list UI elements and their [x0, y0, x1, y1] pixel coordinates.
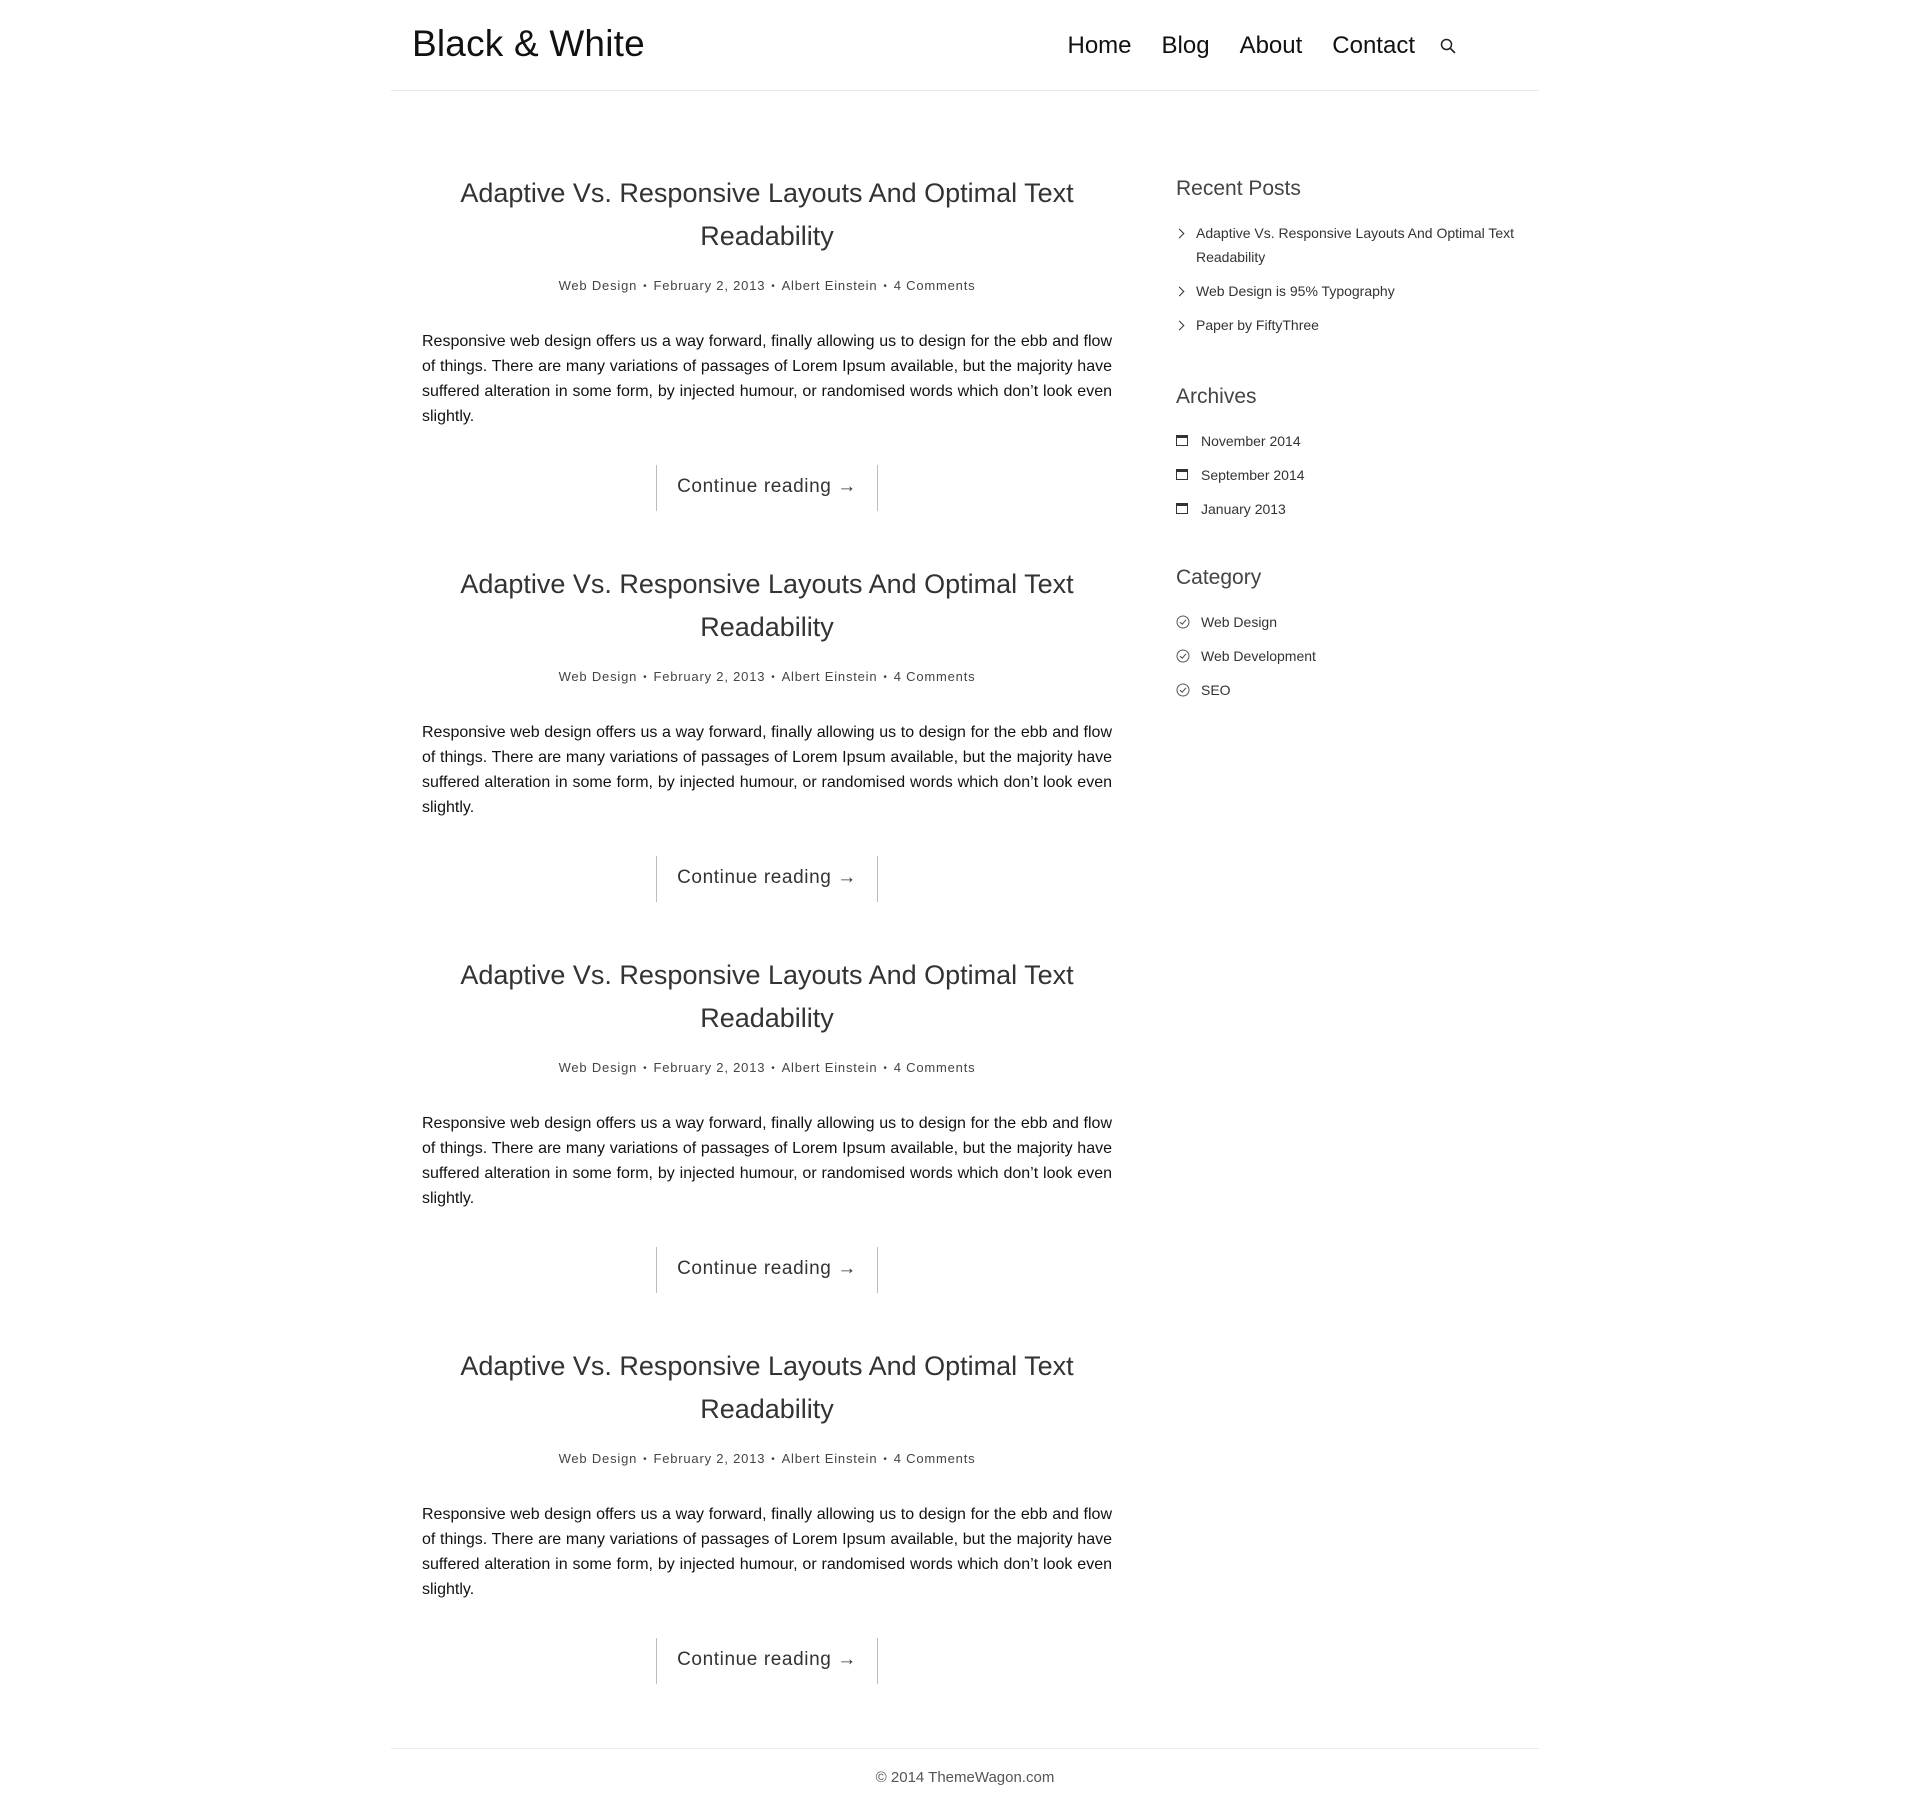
continue-reading-button[interactable]: Continue reading →	[656, 856, 878, 902]
category-label: Web Development	[1201, 648, 1316, 664]
meta-separator: •	[771, 1454, 776, 1465]
archive-item[interactable]	[1176, 466, 1526, 484]
nav-home[interactable]: Home	[1067, 32, 1132, 59]
search-icon[interactable]	[1439, 37, 1457, 55]
post-comments-link[interactable]: 4 Comments	[893, 669, 976, 684]
archive-item[interactable]	[1176, 432, 1526, 450]
archive-item[interactable]	[1176, 500, 1526, 518]
widget-title: Category	[1176, 566, 1262, 589]
recent-post-label: Adaptive Vs. Responsive Layouts And Optimal Text Readability	[1196, 225, 1515, 265]
post-author-link[interactable]: Albert Einstein	[781, 669, 878, 684]
meta-separator: •	[883, 281, 888, 292]
post-author-link[interactable]: Albert Einstein	[781, 1451, 878, 1466]
meta-separator: •	[643, 1454, 648, 1465]
category-label: Web Design	[1201, 614, 1278, 630]
post-excerpt: Responsive web design offers us a way forward, finally allowing us to design for the ebb and flow of things. There are many variations of passages of Lorem Ipsum available, but the majority have suffered alteration in some form, by injected humour, or randomised words which don’t look even slightly.	[422, 1506, 1112, 1598]
meta-separator: •	[643, 672, 648, 683]
meta-separator: •	[771, 672, 776, 683]
continue-reading-button[interactable]: Continue reading →	[656, 465, 878, 511]
post-comments-link[interactable]: 4 Comments	[893, 278, 976, 293]
meta-separator: •	[771, 281, 776, 292]
post-category-link[interactable]: Web Design	[558, 669, 638, 684]
calendar-icon	[1176, 435, 1188, 446]
meta-separator: •	[643, 281, 648, 292]
meta-separator: •	[883, 672, 888, 683]
post-meta	[422, 669, 1112, 686]
recent-post-item[interactable]	[1176, 221, 1526, 269]
post-meta	[422, 1451, 1112, 1468]
main-nav	[1067, 32, 1457, 60]
post-title[interactable]: Adaptive Vs. Responsive Layouts And Optimal Text Readability	[460, 569, 1074, 642]
recent-post-item[interactable]	[1176, 279, 1526, 303]
site-logo[interactable]: Black & White	[412, 23, 645, 64]
archive-label: January 2013	[1201, 501, 1286, 517]
post-item	[422, 563, 1112, 954]
check-circle-icon	[1176, 615, 1190, 629]
category-widget	[1176, 565, 1526, 699]
post-item	[422, 1345, 1112, 1736]
post-author-link[interactable]: Albert Einstein	[781, 278, 878, 293]
nav-about[interactable]: About	[1239, 32, 1303, 59]
post-date-link[interactable]: February 2, 2013	[653, 278, 766, 293]
footer-copyright: © 2014 ThemeWagon.com	[875, 1769, 1055, 1786]
post-category-link[interactable]: Web Design	[558, 278, 638, 293]
post-comments-link[interactable]: 4 Comments	[893, 1451, 976, 1466]
post-comments-link[interactable]: 4 Comments	[893, 1060, 976, 1075]
category-item[interactable]	[1176, 647, 1526, 665]
post-title[interactable]: Adaptive Vs. Responsive Layouts And Optimal Text Readability	[460, 1351, 1074, 1424]
post-meta	[422, 278, 1112, 295]
post-date-link[interactable]: February 2, 2013	[653, 1451, 766, 1466]
archives-widget	[1176, 384, 1526, 518]
post-category-link[interactable]: Web Design	[558, 1451, 638, 1466]
meta-separator: •	[771, 1063, 776, 1074]
post-title[interactable]: Adaptive Vs. Responsive Layouts And Optimal Text Readability	[460, 960, 1074, 1033]
archive-label: September 2014	[1201, 467, 1305, 483]
calendar-icon	[1176, 469, 1188, 480]
post-list	[422, 172, 1112, 1736]
check-circle-icon	[1176, 683, 1190, 697]
recent-post-label: Web Design is 95% Typography	[1196, 283, 1395, 299]
continue-reading-button[interactable]: Continue reading →	[656, 1638, 878, 1684]
site-footer	[391, 1748, 1539, 1804]
sidebar	[1176, 176, 1526, 715]
chevron-right-icon	[1175, 287, 1185, 297]
nav-blog[interactable]: Blog	[1161, 32, 1210, 59]
meta-separator: •	[883, 1454, 888, 1465]
post-excerpt: Responsive web design offers us a way forward, finally allowing us to design for the ebb and flow of things. There are many variations of passages of Lorem Ipsum available, but the majority have suffered alteration in some form, by injected humour, or randomised words which don’t look even slightly.	[422, 724, 1112, 816]
recent-post-label: Paper by FiftyThree	[1196, 317, 1319, 333]
nav-contact[interactable]: Contact	[1332, 32, 1415, 59]
recent-posts-widget	[1176, 176, 1526, 337]
category-item[interactable]	[1176, 681, 1526, 699]
post-excerpt: Responsive web design offers us a way forward, finally allowing us to design for the ebb and flow of things. There are many variations of passages of Lorem Ipsum available, but the majority have suffered alteration in some form, by injected humour, or randomised words which don’t look even slightly.	[422, 333, 1112, 425]
meta-separator: •	[883, 1063, 888, 1074]
post-meta	[422, 1060, 1112, 1077]
post-item	[422, 172, 1112, 563]
post-excerpt: Responsive web design offers us a way forward, finally allowing us to design for the ebb and flow of things. There are many variations of passages of Lorem Ipsum available, but the majority have suffered alteration in some form, by injected humour, or randomised words which don’t look even slightly.	[422, 1115, 1112, 1207]
post-item	[422, 954, 1112, 1345]
post-category-link[interactable]: Web Design	[558, 1060, 638, 1075]
continue-reading-button[interactable]: Continue reading →	[656, 1247, 878, 1293]
calendar-icon	[1176, 503, 1188, 514]
widget-title: Archives	[1176, 385, 1257, 408]
widget-title: Recent Posts	[1176, 177, 1301, 200]
post-title[interactable]: Adaptive Vs. Responsive Layouts And Optimal Text Readability	[460, 178, 1074, 251]
chevron-right-icon	[1175, 229, 1185, 239]
recent-post-item[interactable]	[1176, 313, 1526, 337]
post-date-link[interactable]: February 2, 2013	[653, 669, 766, 684]
post-author-link[interactable]: Albert Einstein	[781, 1060, 878, 1075]
site-header	[391, 0, 1539, 91]
category-label: SEO	[1201, 682, 1231, 698]
meta-separator: •	[643, 1063, 648, 1074]
post-date-link[interactable]: February 2, 2013	[653, 1060, 766, 1075]
archive-label: November 2014	[1201, 433, 1301, 449]
category-item[interactable]	[1176, 613, 1526, 631]
chevron-right-icon	[1175, 321, 1185, 331]
check-circle-icon	[1176, 649, 1190, 663]
